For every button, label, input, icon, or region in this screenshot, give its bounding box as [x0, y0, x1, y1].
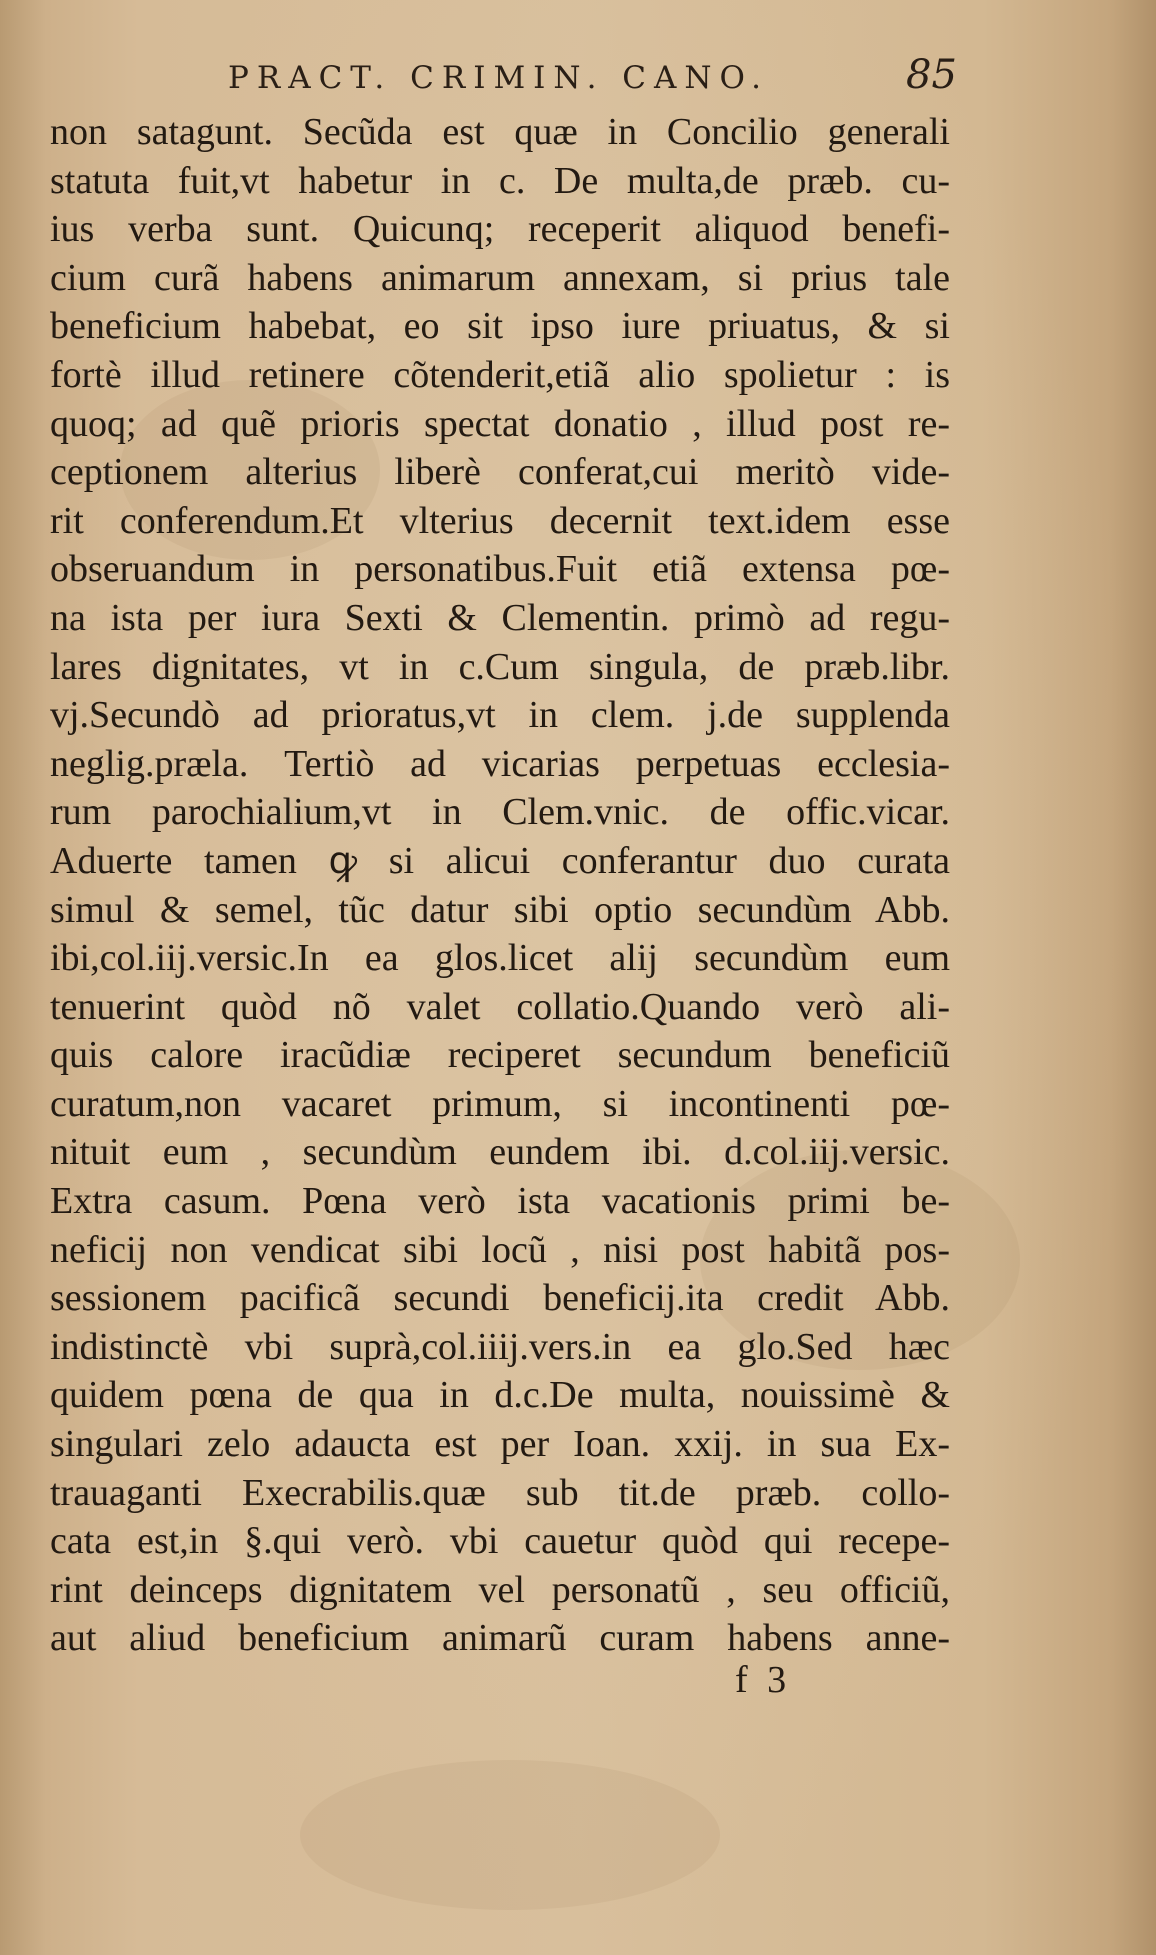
text-line: statuta fuit,vt habetur in c. De multa,de præb. cu-: [50, 159, 950, 202]
text-line: fortè illud retinere cõtenderit,etiã alio spolietur : is: [50, 353, 950, 396]
text-line: neglig.prælа. Tertiò ad vicarias perpetuas ecclesia-: [50, 742, 950, 785]
text-line: rint deinceps dignitatem vel personatũ , seu officiũ,: [50, 1568, 950, 1611]
text-line: singulari zelo adaucta est per Ioan. xxij. in sua Ex-: [50, 1423, 950, 1466]
text-line: beneficium habebat, eo sit ipso iure priuatus, & si: [50, 305, 950, 348]
text-line: nituit eum , secundùm eundem ibi. d.col.iij.versic.: [50, 1131, 950, 1174]
text-line: ius verba sunt. Quicunq; receperit aliquod benefi-: [50, 208, 950, 251]
text-line: aut aliud beneficium animarũ curam habens anne-: [50, 1617, 950, 1660]
text-line: quis calore iracũdiæ reciperet secundum beneficiũ: [50, 1034, 950, 1077]
body-text: [50, 108, 950, 1663]
text-line: curatum,non vacaret primum, si incontinenti pœ-: [50, 1082, 950, 1125]
text-line: Extra casum. Pœna verò ista vacationis primi be-: [50, 1180, 950, 1223]
text-line: cata est,in §.qui verò. vbi cauetur quòd qui recepe-: [50, 1520, 950, 1563]
text-line: rum parochialium,vt in Clem.vnic. de offic.vicar.: [50, 791, 950, 834]
text-line: non satagunt. Secũda est quæ in Concilio generali: [50, 111, 950, 153]
text-line: Aduerte tamen ꝙ si alicui conferantur duo curata: [50, 839, 950, 882]
text-line: ibi,col.iij.versic.In ea glos.licet alij secundùm eum: [50, 937, 950, 980]
text-line: tenuerint quòd nõ valet collatio.Quando verò ali-: [50, 985, 950, 1028]
running-head: PRACT. CRIMIN. CANO.: [228, 60, 769, 96]
text-line: neficij non vendicat sibi locũ , nisi post habitã pos-: [50, 1228, 950, 1271]
signature-mark: f 3: [735, 1659, 787, 1701]
text-line: na ista per iura Sexti & Clementin. primò ad regu-: [50, 596, 950, 639]
text-line: quoq; ad quẽ prioris spectat donatio , illud post re-: [50, 402, 950, 445]
text-line: obseruandum in personatibus.Fuit etiã extensa pœ-: [50, 548, 950, 591]
text-line: indistinctè vbi suprà,col.iiij.vers.in ea glo.Sed hæc: [50, 1325, 950, 1368]
paper-stain: [300, 1760, 720, 1910]
text-line: rit conferendum.Et vlterius decernit text.idem esse: [50, 499, 950, 542]
text-line: trauaganti Execrabilis.quæ sub tit.de præb. collo-: [50, 1471, 950, 1514]
text-line: ceptionem alterius liberè conferat,cui meritò vide-: [50, 451, 950, 494]
page-header: [0, 52, 1156, 112]
text-line: simul & semel, tũc datur sibi optio secundùm Abb.: [50, 888, 950, 931]
text-line: quidem pœna de qua in d.c.De multa, nouissimè &: [50, 1374, 950, 1417]
text-line: lares dignitates, vt in c.Cum singula, de præb.libr.: [50, 645, 950, 688]
text-line: vj.Secundò ad prioratus,vt in clem. j.de supplenda: [50, 694, 950, 737]
text-line: cium curã habens animarum annexam, si prius tale: [50, 256, 950, 299]
text-line: sessionem pacificã secundi beneficij.ita credit Abb.: [50, 1277, 950, 1320]
page-number: 85: [906, 52, 957, 98]
